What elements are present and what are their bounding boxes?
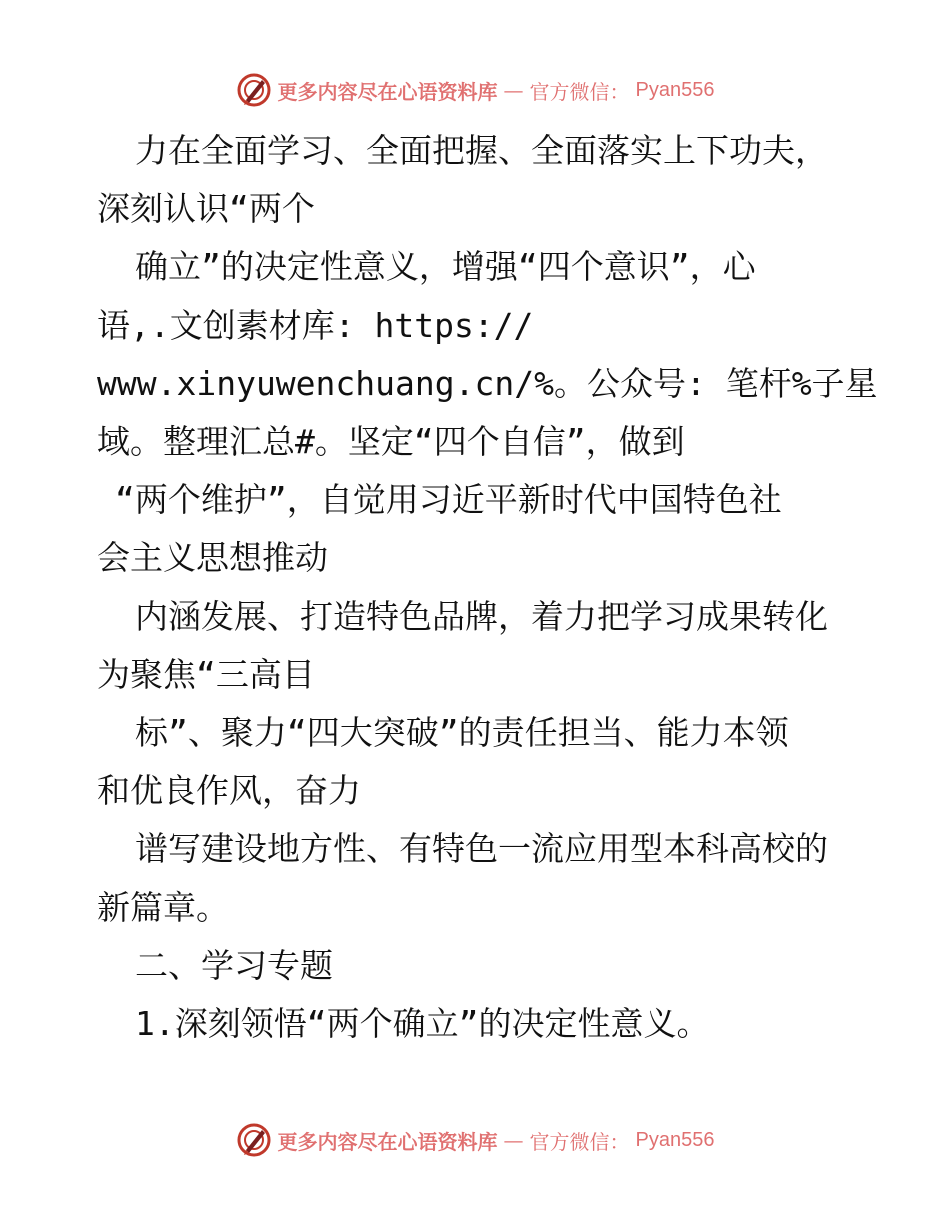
pen-logo-icon: [236, 72, 272, 108]
header-wechat-id: Pyan556: [635, 78, 715, 101]
footer-wechat-id: Pyan556: [635, 1128, 715, 1151]
footer-watermark: [0, 1120, 950, 1160]
text-line: 域。整理汇总#。坚定“四个自信”，做到: [97, 422, 685, 462]
text-line: 新篇章。: [97, 887, 229, 927]
header-watermark: [0, 70, 950, 110]
text-line: 谱写建设地方性、有特色一流应用型本科高校的: [135, 829, 828, 869]
text-line: 语,.文创素材库: https://: [97, 305, 534, 345]
section-heading: 二、学习专题: [135, 945, 333, 985]
header-site-text: 更多内容尽在心语资料库: [277, 79, 498, 104]
text-line: 确立”的决定性意义，增强“四个意识”，心: [135, 247, 756, 287]
header-separator: —: [503, 78, 524, 102]
text-line: “两个维护”，自觉用习近平新时代中国特色社: [115, 480, 782, 520]
footer-separator: —: [503, 1128, 524, 1152]
text-line: 力在全面学习、全面把握、全面落实上下功夫，: [135, 131, 828, 170]
text-line: 和优良作风，奋力: [97, 771, 361, 811]
text-line: 会主义思想推动: [97, 538, 328, 578]
text-line: 深刻认识“两个: [97, 189, 315, 229]
text-line: 标”、聚力“四大突破”的责任担当、能力本领: [135, 713, 789, 753]
header-wechat-label: 官方微信：: [529, 79, 630, 104]
document-body: [97, 122, 878, 1053]
footer-site-text: 更多内容尽在心语资料库: [277, 1129, 498, 1154]
text-line: www.xinyuwenchuang.cn/%。公众号: 笔杆%子星: [97, 363, 878, 403]
text-line: 为聚焦“三高目: [97, 654, 315, 694]
text-line: 1.深刻领悟“两个确立”的决定性意义。: [135, 1004, 710, 1044]
footer-wechat-label: 官方微信：: [529, 1129, 630, 1154]
text-line: 内涵发展、打造特色品牌，着力把学习成果转化: [135, 596, 828, 636]
pen-logo-icon: [236, 1122, 272, 1158]
